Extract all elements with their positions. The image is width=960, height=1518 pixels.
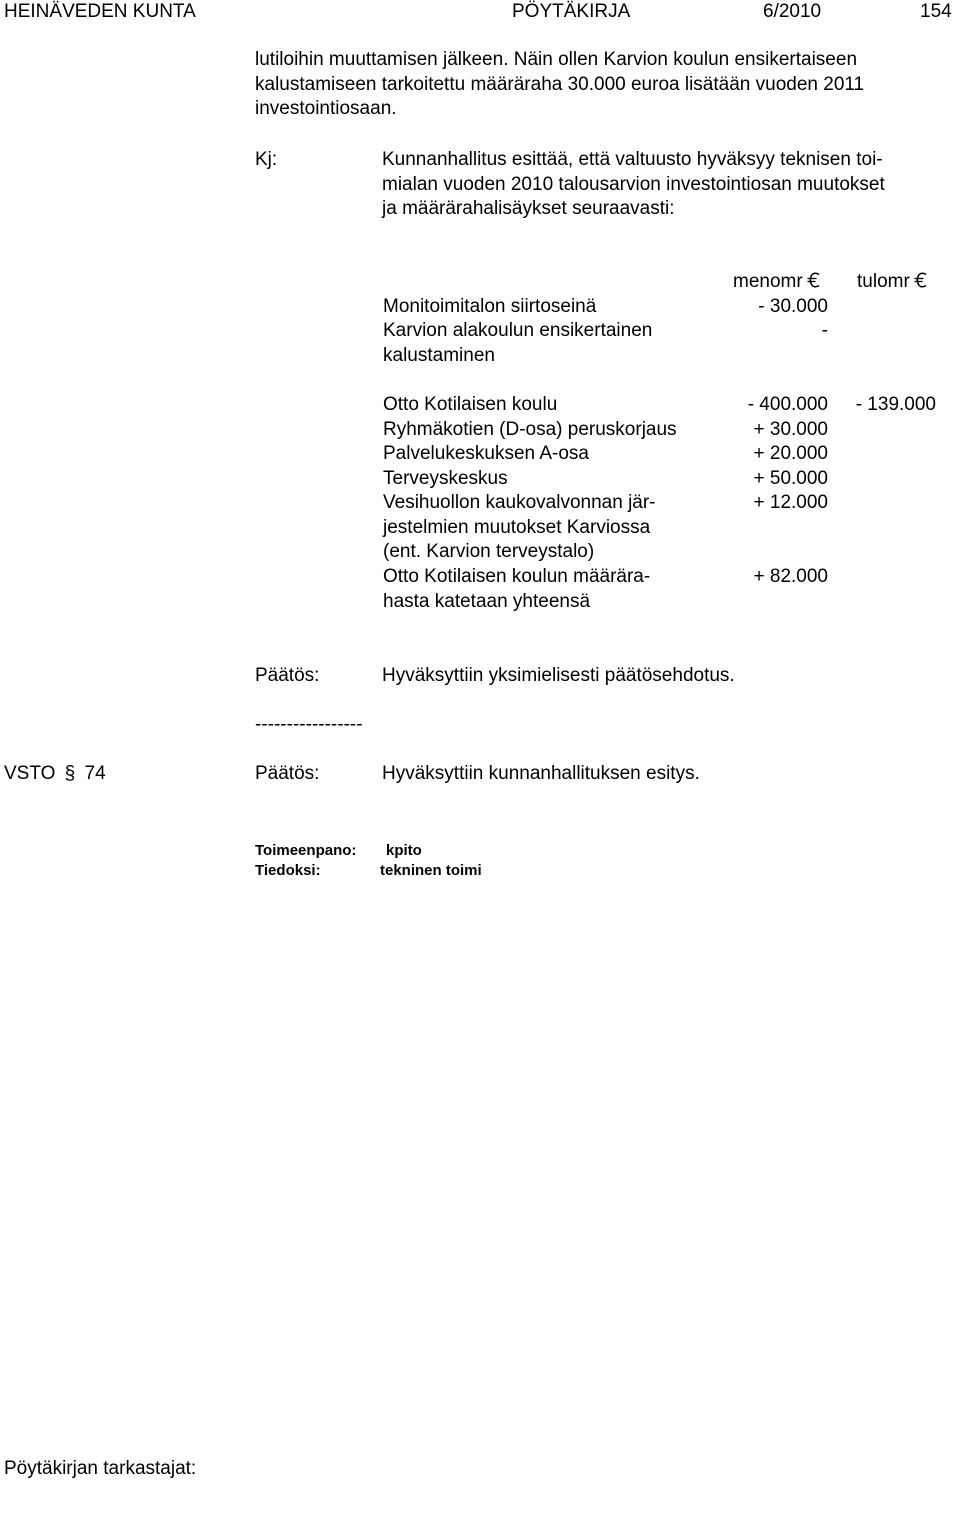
row-label: Palvelukeskuksen A-osa <box>383 443 589 464</box>
row-label: jestelmien muutokset Karviossa <box>383 516 651 538</box>
table-row <box>383 467 508 492</box>
col-income-header <box>857 270 928 295</box>
tiedoksi-label: Tiedoksi: <box>255 862 321 879</box>
header-meeting-no: 6/2010 <box>763 1 822 22</box>
intro-paragraph <box>255 48 864 122</box>
row-label: (ent. Karvion terveystalo) <box>383 541 595 562</box>
row-label: hasta katetaan yhteensä <box>383 590 591 612</box>
separator: ----------------- <box>255 714 363 735</box>
kj-line: mialan vuoden 2010 talousarvion investointiosan muutokset <box>382 173 885 195</box>
euro-icon <box>914 271 928 289</box>
table-row <box>383 491 656 565</box>
decision-label: Päätös: <box>255 665 320 686</box>
vsto-section <box>4 762 106 787</box>
row-label: Otto Kotilaisen koulu <box>383 394 558 415</box>
row-expense: + 30.000 <box>753 419 828 440</box>
header-doc-type: PÖYTÄKIRJA <box>512 1 631 22</box>
toimeenpano-value: kpito <box>386 842 422 859</box>
row-label: Otto Kotilaisen koulun määrära- <box>383 566 651 587</box>
vsto-decision-label: Päätös: <box>255 763 320 784</box>
kj-proposal <box>382 148 885 222</box>
table-row <box>383 393 557 418</box>
row-label: Vesihuollon kaukovalvonnan jär- <box>383 492 656 513</box>
vsto-number: 74 <box>84 763 106 784</box>
row-expense: + 50.000 <box>753 468 828 489</box>
intro-line: lutiloihin muuttamisen jälkeen. Näin ollen Karvion koulun ensikertaiseen <box>255 49 858 70</box>
footer-reviewers: Pöytäkirjan tarkastajat: <box>4 1458 197 1479</box>
row-label: Karvion alakoulun ensikertainen <box>383 320 653 341</box>
tiedoksi-value: tekninen toimi <box>380 862 482 879</box>
col-expense-header <box>733 270 821 295</box>
table-row <box>383 418 677 443</box>
vsto-prefix: VSTO <box>4 763 56 784</box>
kj-label: Kj: <box>255 149 278 170</box>
row-expense: - 400.000 <box>747 394 828 415</box>
vsto-decision-text: Hyväksyttiin kunnanhallituksen esitys. <box>382 763 700 784</box>
table-row <box>383 442 589 467</box>
row-label: kalustaminen <box>383 344 495 366</box>
row-label: Ryhmäkotien (D-osa) peruskorjaus <box>383 419 677 440</box>
intro-line: kalustamiseen tarkoitettu määräraha 30.000 euroa lisätään vuoden 2011 <box>255 73 865 95</box>
row-expense: - <box>821 320 828 341</box>
header-organization: HEINÄVEDEN KUNTA <box>4 1 196 22</box>
section-sign: § <box>64 763 76 784</box>
row-label: Monitoimitalon siirtoseinä <box>383 296 597 317</box>
table-row <box>383 319 652 368</box>
table-row <box>383 565 650 614</box>
kj-line: ja määrärahalisäykset seuraavasti: <box>382 198 675 219</box>
col-expense-label: menomr <box>733 271 803 292</box>
intro-line: investointiosaan. <box>255 98 397 119</box>
row-expense: + 82.000 <box>753 566 828 587</box>
row-expense: + 12.000 <box>753 492 828 513</box>
euro-icon <box>807 271 821 289</box>
row-income: - 139.000 <box>855 394 936 415</box>
decision-text: Hyväksyttiin yksimielisesti päätösehdotus. <box>382 665 735 686</box>
row-expense: + 20.000 <box>753 443 828 464</box>
row-label: Terveyskeskus <box>383 468 508 489</box>
row-expense: - 30.000 <box>758 296 828 317</box>
col-income-label: tulomr <box>857 271 910 292</box>
table-row <box>383 295 596 320</box>
kj-line: Kunnanhallitus esittää, että valtuusto hyväksyy teknisen toi- <box>382 149 883 170</box>
toimeenpano-label: Toimeenpano: <box>255 842 357 859</box>
header-page-no: 154 <box>920 1 952 22</box>
